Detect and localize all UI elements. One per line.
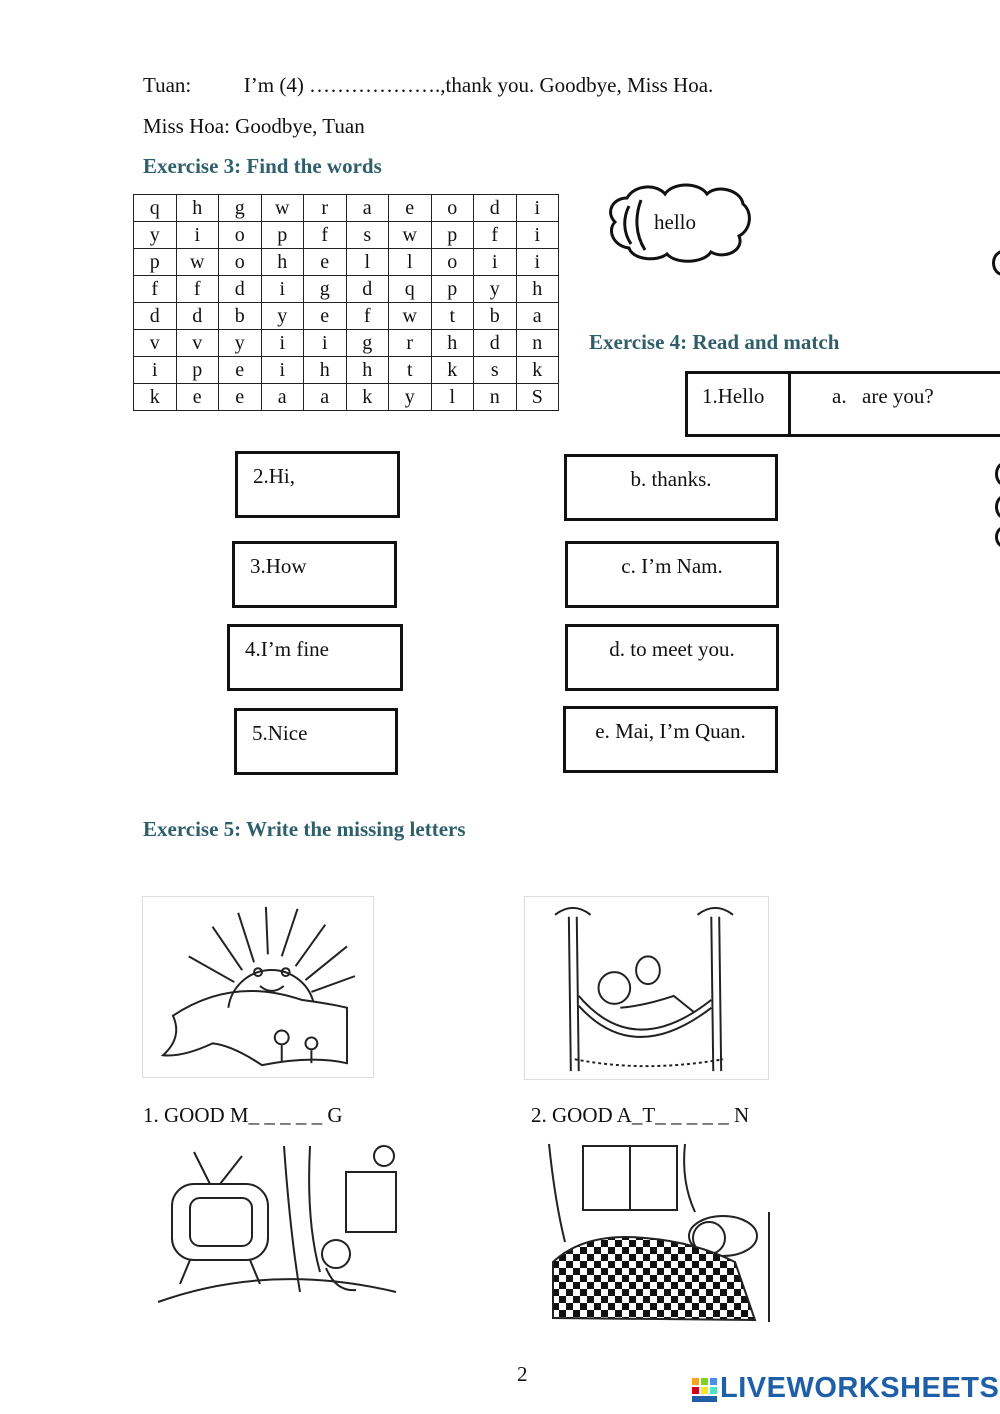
afternoon-hammock-picture [524, 896, 769, 1080]
grid-cell: i [474, 249, 517, 276]
match-right-a: are you? [862, 384, 934, 408]
grid-cell: e [219, 357, 262, 384]
cut-off-circle [995, 495, 1000, 519]
grid-cell: g [219, 195, 262, 222]
grid-cell: e [304, 303, 347, 330]
grid-cell: g [346, 330, 389, 357]
liveworksheets-brand: LIVEWORKSHEETS [720, 1372, 1000, 1404]
grid-cell: b [474, 303, 517, 330]
grid-row [134, 357, 559, 384]
grid-cell: k [134, 384, 177, 411]
grid-cell: h [304, 357, 347, 384]
grid-cell: r [389, 330, 432, 357]
grid-cell: d [134, 303, 177, 330]
grid-cell: a [346, 195, 389, 222]
grid-cell: q [389, 276, 432, 303]
grid-cell: i [176, 222, 219, 249]
grid-cell: h [516, 276, 559, 303]
grid-cell: f [134, 276, 177, 303]
exercise3-title: Exercise 3: Find the words [143, 154, 382, 178]
morning-sun-picture [142, 896, 374, 1078]
grid-cell: p [431, 276, 474, 303]
grid-cell: k [431, 357, 474, 384]
liveworksheets-icon [692, 1378, 718, 1407]
grid-cell: i [134, 357, 177, 384]
grid-cell: t [389, 357, 432, 384]
cut-off-circle [995, 526, 1000, 548]
match-right-e: e. Mai, I’m Quan. [563, 706, 778, 773]
match-left-1: 1.Hello [702, 384, 765, 408]
grid-cell: p [261, 222, 304, 249]
divider [788, 374, 791, 434]
tuan-reply: I’m (4) ……………….,thank you. Goodbye, Miss Hoa. [243, 73, 714, 97]
grid-cell: w [261, 195, 304, 222]
grid-cell: p [176, 357, 219, 384]
grid-cell: f [346, 303, 389, 330]
grid-cell: a [516, 303, 559, 330]
grid-cell: y [134, 222, 177, 249]
grid-cell: a [261, 384, 304, 411]
grid-cell: o [431, 249, 474, 276]
grid-cell: n [516, 330, 559, 357]
grid-cell: S [516, 384, 559, 411]
grid-cell: q [134, 195, 177, 222]
grid-cell: y [389, 384, 432, 411]
grid-cell: d [474, 195, 517, 222]
grid-row [134, 222, 559, 249]
dialogue-line-miss-hoa: Miss Hoa: Goodbye, Tuan [143, 114, 365, 138]
match-right-c: c. I’m Nam. [565, 541, 779, 608]
grid-row [134, 330, 559, 357]
grid-cell: i [516, 222, 559, 249]
grid-cell: o [219, 249, 262, 276]
grid-cell: g [304, 276, 347, 303]
grid-cell: p [431, 222, 474, 249]
grid-cell: y [474, 276, 517, 303]
grid-cell: e [389, 195, 432, 222]
grid-cell: v [134, 330, 177, 357]
grid-cell: e [176, 384, 219, 411]
dialogue-line-tuan [143, 73, 713, 98]
match-left-5: 5.Nice [234, 708, 398, 775]
match-row-1 [685, 371, 1000, 437]
grid-cell: f [474, 222, 517, 249]
missing-letters-item-1: 1. GOOD M_ _ _ _ _ G [143, 1103, 343, 1127]
match-left-4: 4.I’m fine [227, 624, 403, 691]
match-right-b: b. thanks. [564, 454, 778, 521]
cut-off-circle [992, 250, 1000, 276]
grid-cell: d [176, 303, 219, 330]
grid-cell: e [219, 384, 262, 411]
grid-cell: i [261, 276, 304, 303]
grid-cell: e [304, 249, 347, 276]
grid-cell: d [346, 276, 389, 303]
grid-cell: k [516, 357, 559, 384]
grid-cell: v [176, 330, 219, 357]
word-search-grid [133, 194, 559, 411]
match-left-2: 2.Hi, [235, 451, 400, 518]
grid-cell: s [474, 357, 517, 384]
grid-cell: l [431, 384, 474, 411]
grid-cell: l [346, 249, 389, 276]
grid-cell: k [346, 384, 389, 411]
grid-row [134, 249, 559, 276]
grid-cell: t [431, 303, 474, 330]
grid-cell: o [219, 222, 262, 249]
grid-cell: a [304, 384, 347, 411]
grid-cell: f [176, 276, 219, 303]
cut-off-circle [995, 462, 1000, 486]
match-left-3: 3.How [232, 541, 397, 608]
grid-cell: o [431, 195, 474, 222]
grid-cell: w [389, 222, 432, 249]
grid-cell: b [219, 303, 262, 330]
grid-cell: i [304, 330, 347, 357]
missing-letters-item-2: 2. GOOD A_T_ _ _ _ _ N [531, 1103, 750, 1127]
grid-row [134, 303, 559, 330]
evening-tv-picture [150, 1142, 400, 1318]
grid-cell: h [176, 195, 219, 222]
grid-cell: i [516, 249, 559, 276]
grid-cell: w [389, 303, 432, 330]
grid-row [134, 195, 559, 222]
exercise4-title: Exercise 4: Read and match [589, 330, 840, 354]
grid-cell: d [219, 276, 262, 303]
grid-cell: d [474, 330, 517, 357]
grid-cell: y [261, 303, 304, 330]
grid-row [134, 384, 559, 411]
grid-cell: r [304, 195, 347, 222]
grid-cell: y [219, 330, 262, 357]
match-right-a-letter: a. [832, 384, 847, 408]
cloud-word: hello [654, 210, 696, 234]
match-right-d: d. to meet you. [565, 624, 779, 691]
grid-cell: l [389, 249, 432, 276]
grid-cell: h [346, 357, 389, 384]
exercise5-title: Exercise 5: Write the missing letters [143, 817, 466, 841]
grid-cell: i [516, 195, 559, 222]
grid-cell: n [474, 384, 517, 411]
grid-cell: h [431, 330, 474, 357]
grid-cell: i [261, 357, 304, 384]
grid-cell: s [346, 222, 389, 249]
grid-row [134, 276, 559, 303]
grid-cell: p [134, 249, 177, 276]
night-sleeping-picture [545, 1142, 781, 1324]
grid-cell: f [304, 222, 347, 249]
speaker-tuan: Tuan: [143, 73, 192, 97]
page-number: 2 [517, 1362, 528, 1386]
grid-cell: h [261, 249, 304, 276]
grid-cell: w [176, 249, 219, 276]
grid-cell: i [261, 330, 304, 357]
